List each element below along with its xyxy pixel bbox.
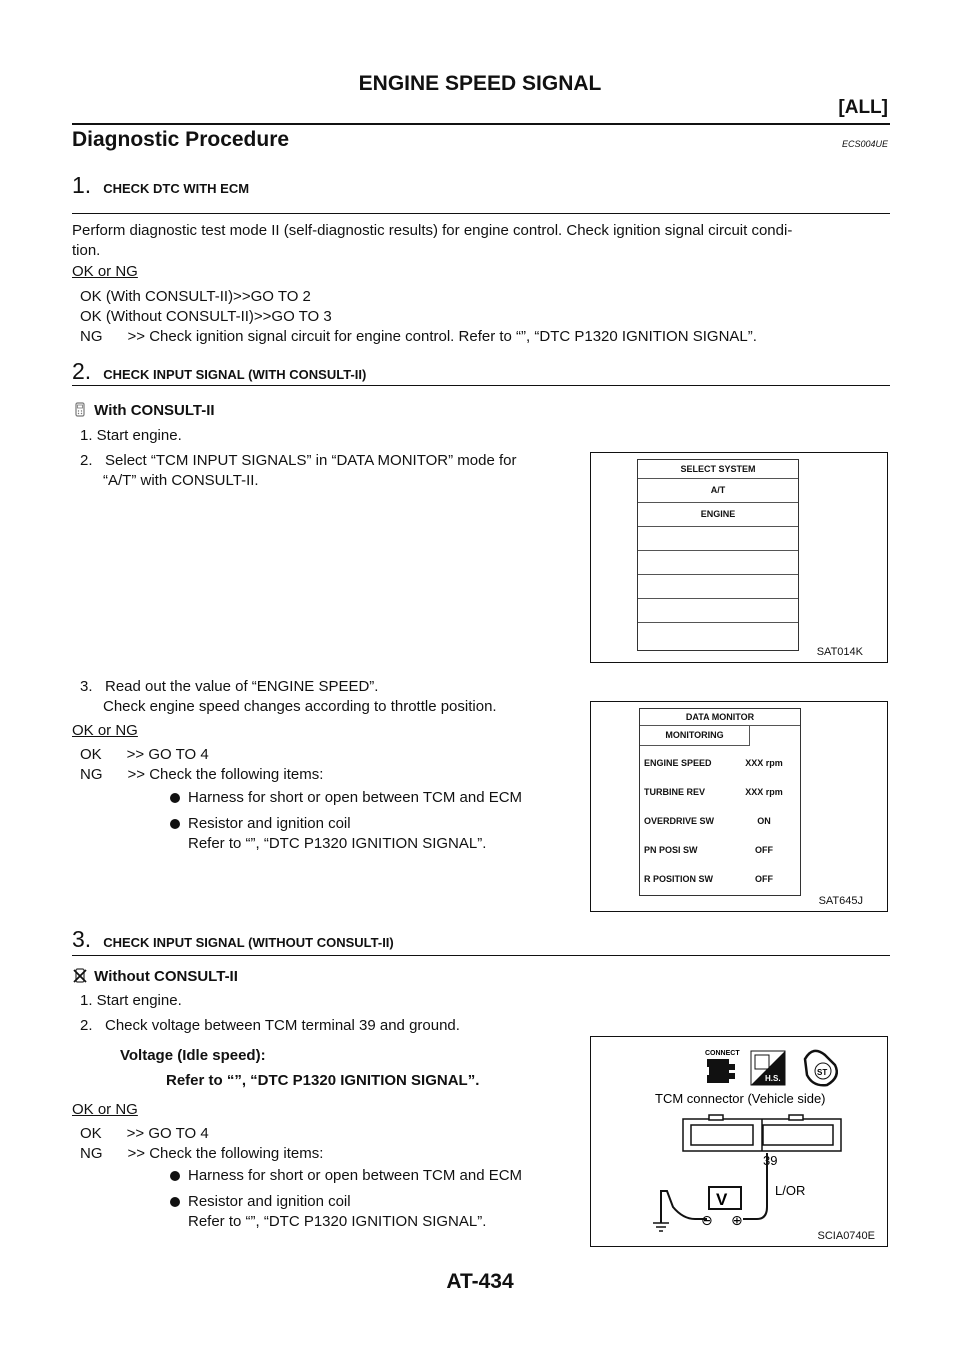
st-label: ST — [817, 1068, 828, 1077]
ok-or-ng-label: OK or NG — [72, 1101, 138, 1118]
page-header-tag: [ALL] — [838, 97, 888, 118]
step-1-heading — [72, 172, 249, 199]
screen-header: SELECT SYSTEM — [638, 460, 798, 479]
step-number: 1. — [72, 172, 92, 198]
step-2-bullets — [170, 788, 522, 854]
subheading-text: With CONSULT-II — [94, 402, 215, 419]
step-rule — [72, 385, 890, 386]
step-3-heading — [72, 926, 394, 953]
consult-tool-icon — [72, 402, 88, 418]
no-consult-icon — [72, 968, 88, 984]
subheading-text: Without CONSULT-II — [94, 968, 238, 985]
monitor-row: R POSITION SW OFF — [644, 873, 773, 884]
screen-row — [638, 527, 798, 551]
bullet-item: Resistor and ignition coil Refer to “”, “DTC P1320 IGNITION SIGNAL”. — [170, 1192, 522, 1232]
result-line: NG >> Check ignition signal circuit for engine control. Refer to “”, “DTC P1320 IGNITION SIGNAL”. — [80, 328, 757, 345]
without-consult-subheading — [72, 968, 238, 985]
body-line: Perform diagnostic test mode II (self-diagnostic results) for engine control. Check ignition signal circuit condi- — [72, 222, 793, 239]
figure-label: SAT014K — [816, 646, 863, 658]
page-header-title: ENGINE SPEED SIGNAL — [358, 72, 602, 95]
step-1-body — [72, 221, 792, 261]
bullet-item: Harness for short or open between TCM and ECM — [170, 788, 522, 808]
figure-select-system — [590, 452, 888, 663]
plus-sign: ⊕ — [731, 1213, 743, 1229]
step-number: 3. — [72, 926, 92, 952]
item-line: 3. Read out the value of “ENGINE SPEED”. — [80, 678, 379, 695]
screen-row: A/T — [638, 479, 798, 503]
item-line: 2. Select “TCM INPUT SIGNALS” in “DATA MONITOR” mode for — [80, 452, 517, 469]
step-number: 2. — [72, 358, 92, 384]
step-title: CHECK INPUT SIGNAL (WITH CONSULT-II) — [103, 367, 367, 382]
terminal-number: 39 — [763, 1153, 778, 1168]
step-2-item-3 — [80, 677, 497, 717]
step-2-results — [80, 745, 323, 785]
result-line: OK (Without CONSULT-II)>>GO TO 3 — [80, 308, 332, 325]
with-consult-subheading — [72, 402, 215, 419]
connector-caption: TCM connector (Vehicle side) — [655, 1091, 826, 1106]
step-2-heading — [72, 358, 366, 385]
connect-icon — [701, 1059, 735, 1083]
meter-label: V — [716, 1190, 728, 1209]
header-rule — [72, 123, 890, 125]
result-line: NG >> Check the following items: — [80, 1145, 324, 1162]
result-line: OK (With CONSULT-II)>>GO TO 2 — [80, 288, 311, 305]
result-line: OK >> GO TO 4 — [80, 746, 209, 763]
figure-label: SAT645J — [818, 895, 863, 907]
step-rule — [72, 213, 890, 214]
step-3-bullets — [170, 1166, 522, 1232]
screen-row — [638, 623, 798, 647]
step-rule — [72, 955, 890, 956]
hs-label: H.S. — [765, 1074, 781, 1083]
step-title: CHECK DTC WITH ECM — [103, 181, 250, 196]
figure-data-monitor — [590, 701, 888, 912]
monitor-row: PN POSI SW OFF — [644, 844, 773, 855]
monitor-row: TURBINE REV XXX rpm — [644, 786, 783, 797]
screen-row: ENGINE — [638, 503, 798, 527]
figure-label: SCIA0740E — [817, 1230, 875, 1242]
connector-diagram — [591, 1037, 887, 1246]
bullet-item: Resistor and ignition coil Refer to “”, “DTC P1320 IGNITION SIGNAL”. — [170, 814, 522, 854]
monitor-row: ENGINE SPEED XXX rpm — [644, 757, 783, 768]
minus-sign: ⊖ — [701, 1213, 713, 1229]
screen-row — [638, 599, 798, 623]
item-line: Check engine speed changes according to throttle position. — [103, 698, 497, 715]
consult-screen — [639, 708, 801, 896]
consult-screen — [637, 459, 799, 651]
body-line: tion. — [72, 242, 101, 259]
ok-or-ng-label: OK or NG — [72, 722, 138, 739]
screen-row — [638, 551, 798, 575]
monitoring-tab: MONITORING — [640, 726, 750, 746]
spec-label: Voltage (Idle speed): — [120, 1047, 266, 1064]
ground-icon — [653, 1223, 669, 1231]
result-line: OK >> GO TO 4 — [80, 1125, 209, 1142]
screen-row — [638, 575, 798, 599]
bullet-item: Harness for short or open between TCM and ECM — [170, 1166, 522, 1186]
step-3-results — [80, 1124, 323, 1164]
figure-tcm-connector — [590, 1036, 888, 1247]
step-2-item-1: 1. Start engine. — [80, 427, 182, 444]
step-title: CHECK INPUT SIGNAL (WITHOUT CONSULT-II) — [103, 935, 394, 950]
ok-or-ng-label: OK or NG — [72, 263, 138, 280]
page-number: AT-434 — [446, 1270, 514, 1293]
step-2-item-2 — [80, 451, 516, 491]
monitor-row: OVERDRIVE SW ON — [644, 815, 771, 826]
spec-value: Refer to “”, “DTC P1320 IGNITION SIGNAL”. — [166, 1072, 480, 1089]
step-3-item-1: 1. Start engine. — [80, 992, 182, 1009]
item-line: “A/T” with CONSULT-II. — [103, 472, 259, 489]
step-3-item-2: 2. Check voltage between TCM terminal 39 and ground. — [80, 1017, 460, 1034]
connect-label: CONNECT — [705, 1050, 740, 1057]
wire-color: L/OR — [775, 1183, 806, 1198]
step-1-results — [80, 287, 757, 347]
screen-header: DATA MONITOR — [640, 709, 800, 726]
section-code: ECS004UE — [841, 139, 888, 149]
result-line: NG >> Check the following items: — [80, 766, 324, 783]
section-title: Diagnostic Procedure — [72, 128, 290, 151]
